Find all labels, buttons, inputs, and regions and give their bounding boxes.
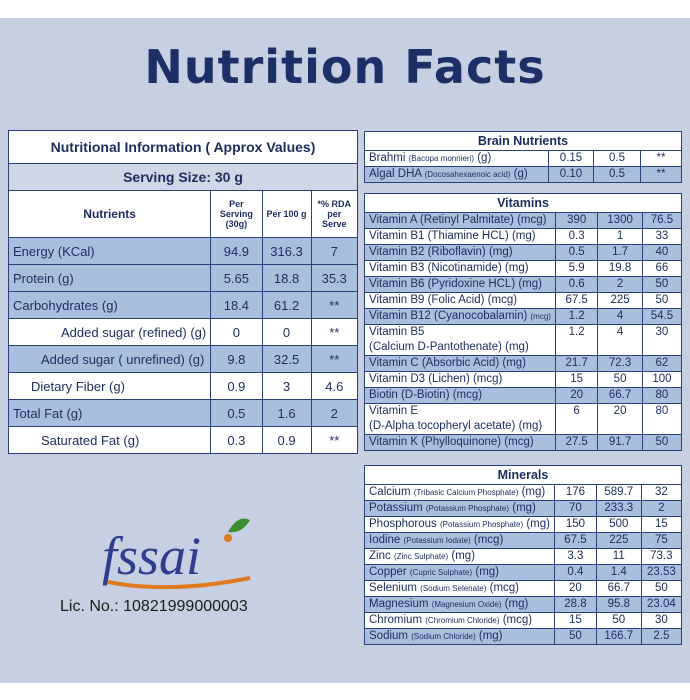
table-row	[9, 319, 358, 346]
row-unit: (mg)	[512, 502, 536, 514]
row-name: Vitamin A (Retinyl Palmitate) (mcg)	[369, 214, 547, 226]
table-row	[9, 238, 358, 265]
value-per-serving: 70	[554, 501, 596, 517]
value-per-serving: 176	[554, 485, 596, 501]
table-row	[365, 629, 682, 645]
nutrient-value-rda: **	[311, 292, 357, 319]
table-row	[365, 549, 682, 565]
row-name: Vitamin B5	[369, 326, 425, 338]
row-name: Vitamin B9 (Folic Acid) (mcg)	[369, 294, 518, 306]
table-row	[365, 613, 682, 629]
row-name-line2: (Calcium D-Pantothenate) (mg)	[369, 341, 529, 353]
row-name: Selenium	[369, 582, 417, 594]
table-row	[365, 325, 682, 356]
row-unit: (g)	[477, 152, 492, 164]
table-row	[365, 597, 682, 613]
value-per-serving: 0.5	[555, 245, 597, 261]
nutrient-value-per100: 61.2	[262, 292, 311, 319]
value-per-100g: 225	[596, 533, 641, 549]
value-per-serving: 0.15	[549, 151, 594, 167]
row-name: Vitamin D3 (Lichen) (mcg)	[369, 373, 503, 385]
vitamins-table	[364, 193, 682, 451]
row-label	[365, 549, 555, 565]
value-rda: 30	[642, 325, 681, 356]
row-name: Iodine	[369, 534, 401, 546]
row-compound: (Potassium Phosphate)	[425, 504, 510, 513]
value-rda: 2	[641, 501, 681, 517]
row-unit: (mg)	[478, 630, 503, 642]
value-per-serving: 390	[555, 213, 597, 229]
table-row	[9, 292, 358, 319]
license-number: Lic. No.: 10821999000003	[60, 598, 248, 615]
value-per-serving: 21.7	[555, 356, 597, 372]
value-per-100g: 166.7	[596, 629, 641, 645]
row-compound: (Potassium Iodate)	[403, 536, 471, 545]
row-name: Copper	[369, 566, 407, 578]
row-compound: (Chromium Chloride)	[425, 616, 500, 625]
value-per-serving: 67.5	[554, 533, 596, 549]
column-header-per-serving: Per Serving (30g)	[211, 191, 262, 238]
nutrient-value-serving: 0.9	[211, 373, 262, 400]
row-label	[365, 245, 556, 261]
value-per-serving: 6	[555, 404, 597, 435]
value-per-serving: 1.2	[555, 325, 597, 356]
brain-nutrients-heading: Brain Nutrients	[365, 132, 682, 151]
table-row	[9, 400, 358, 427]
nutrient-value-rda: **	[311, 346, 357, 373]
nutrient-value-serving: 94.9	[211, 238, 262, 265]
table-row	[365, 261, 682, 277]
value-per-100g: 95.8	[596, 597, 641, 613]
row-unit: (mg)	[475, 566, 500, 578]
table-row	[365, 356, 682, 372]
value-rda: 33	[642, 229, 681, 245]
value-per-serving: 0.4	[554, 565, 596, 581]
row-compound: (Cupric Sulphate)	[409, 568, 473, 577]
value-per-serving: 0.10	[549, 167, 594, 183]
nutrient-value-per100: 0.9	[262, 427, 311, 454]
table-row	[365, 277, 682, 293]
value-per-serving: 20	[555, 388, 597, 404]
table-row	[365, 533, 682, 549]
row-name: Phosphorous	[369, 518, 437, 530]
table-row	[9, 265, 358, 292]
column-header-nutrients: Nutrients	[9, 191, 211, 238]
row-unit: (mg)	[451, 550, 476, 562]
value-per-serving: 27.5	[555, 435, 597, 451]
value-per-100g: 589.7	[596, 485, 641, 501]
row-name-line2: (D-Alpha tocopheryl acetate) (mg)	[369, 420, 543, 432]
row-name: Vitamin K (Phylloquinone) (mcg)	[369, 436, 534, 448]
row-label	[365, 629, 555, 645]
value-rda: **	[641, 151, 682, 167]
table-row	[365, 388, 682, 404]
value-per-serving: 0.6	[555, 277, 597, 293]
value-per-100g: 1.4	[596, 565, 641, 581]
nutrient-value-per100: 18.8	[262, 265, 311, 292]
value-rda: 66	[642, 261, 681, 277]
value-per-100g: 500	[596, 517, 641, 533]
row-label	[365, 151, 549, 167]
value-per-100g: 233.3	[596, 501, 641, 517]
row-label	[365, 167, 549, 183]
serving-size: Serving Size: 30 g	[9, 164, 358, 191]
row-compound: (Tribasic Calcium Phosphate)	[413, 488, 519, 497]
nutrient-value-rda: **	[311, 319, 357, 346]
row-name: Chromium	[369, 614, 423, 626]
nutrient-name: Saturated Fat (g)	[9, 427, 211, 454]
nutrient-value-rda: **	[311, 427, 357, 454]
nutrient-value-rda: 4.6	[311, 373, 357, 400]
row-compound: (Magnesium Oxide)	[431, 600, 502, 609]
row-label	[365, 613, 555, 629]
nutrient-value-per100: 316.3	[262, 238, 311, 265]
nutrient-value-serving: 0.3	[211, 427, 262, 454]
row-label	[365, 581, 555, 597]
value-rda: 40	[642, 245, 681, 261]
value-per-100g: 66.7	[598, 388, 643, 404]
value-per-serving: 5.9	[555, 261, 597, 277]
row-name: Vitamin B12 (Cyanocobalamin)	[369, 310, 528, 322]
row-label	[365, 597, 555, 613]
nutrient-value-per100: 1.6	[262, 400, 311, 427]
value-per-serving: 15	[555, 372, 597, 388]
value-per-100g: 72.3	[598, 356, 643, 372]
value-per-100g: 1	[598, 229, 643, 245]
table-row	[365, 485, 682, 501]
row-label	[365, 229, 556, 245]
value-per-serving: 150	[554, 517, 596, 533]
row-compound: (Docosahexaenoic acid)	[424, 170, 511, 179]
nutrient-name: Carbohydrates (g)	[9, 292, 211, 319]
value-per-serving: 15	[554, 613, 596, 629]
table-row	[365, 565, 682, 581]
nutrient-name: Total Fat (g)	[9, 400, 211, 427]
value-rda: 80	[642, 404, 681, 435]
row-unit: (g)	[513, 168, 528, 180]
table-row	[365, 517, 682, 533]
row-compound: (Zinc Sulphate)	[393, 552, 449, 561]
value-per-100g: 2	[598, 277, 643, 293]
nutrient-value-serving: 0	[211, 319, 262, 346]
row-label	[365, 356, 556, 372]
nutritional-information-table	[8, 130, 358, 454]
nutrient-value-rda: 7	[311, 238, 357, 265]
row-name: Vitamin B6 (Pyridoxine HCL) (mg)	[369, 278, 542, 290]
table-row	[9, 346, 358, 373]
value-per-100g: 20	[598, 404, 643, 435]
minerals-heading: Minerals	[365, 466, 682, 485]
row-label	[365, 517, 555, 533]
row-compound: (Bacopa monnieri)	[408, 154, 475, 163]
row-name: Vitamin B2 (Riboflavin) (mg)	[369, 246, 513, 258]
value-per-100g: 1.7	[598, 245, 643, 261]
row-name: Magnesium	[369, 598, 429, 610]
row-unit: (mcg)	[489, 582, 520, 594]
table-row	[9, 427, 358, 454]
value-rda: 23.04	[641, 597, 681, 613]
column-header-rda: *% RDA per Serve	[311, 191, 357, 238]
value-per-serving: 50	[554, 629, 596, 645]
row-unit: (mg)	[504, 598, 529, 610]
nutrient-name: Energy (KCal)	[9, 238, 211, 265]
nutrient-value-rda: 2	[311, 400, 357, 427]
table-row	[365, 372, 682, 388]
row-label	[365, 404, 556, 435]
row-compound: (Sodium Chloride)	[411, 632, 476, 641]
value-per-serving: 1.2	[555, 309, 597, 325]
table-row	[365, 293, 682, 309]
value-per-100g: 50	[596, 613, 641, 629]
table-row	[9, 373, 358, 400]
nutrient-value-per100: 32.5	[262, 346, 311, 373]
table-row	[365, 581, 682, 597]
nutrient-name: Protein (g)	[9, 265, 211, 292]
value-rda: 32	[641, 485, 681, 501]
nutrient-name: Added sugar (refined) (g)	[9, 319, 211, 346]
value-per-100g: 19.8	[598, 261, 643, 277]
row-name: Algal DHA	[369, 168, 422, 180]
value-rda: **	[641, 167, 682, 183]
value-rda: 30	[641, 613, 681, 629]
value-per-100g: 11	[596, 549, 641, 565]
fssai-logo	[100, 512, 260, 592]
row-label	[365, 213, 556, 229]
value-per-serving: 28.8	[554, 597, 596, 613]
value-rda: 75	[641, 533, 681, 549]
row-label	[365, 533, 555, 549]
page-title: Nutrition Facts	[144, 40, 546, 94]
value-rda: 80	[642, 388, 681, 404]
row-label	[365, 501, 555, 517]
value-per-serving: 3.3	[554, 549, 596, 565]
row-unit: (mcg)	[502, 614, 533, 626]
table-row	[365, 245, 682, 261]
nutrient-value-serving: 0.5	[211, 400, 262, 427]
table-row	[365, 151, 682, 167]
row-unit: (mg)	[526, 518, 550, 530]
table-row	[365, 213, 682, 229]
nutrient-value-serving: 9.8	[211, 346, 262, 373]
value-per-serving: 67.5	[555, 293, 597, 309]
row-compound: (Potassium Phosphate)	[439, 520, 524, 529]
row-unit: (mg)	[521, 486, 546, 498]
value-rda: 50	[642, 277, 681, 293]
minerals-table	[364, 465, 682, 645]
table-heading: Nutritional Information ( Approx Values)	[9, 131, 358, 164]
row-label	[365, 309, 556, 325]
row-label	[365, 388, 556, 404]
table-row	[365, 229, 682, 245]
nutrient-name: Dietary Fiber (g)	[9, 373, 211, 400]
row-compound: (Sodium Selenate)	[420, 584, 487, 593]
value-per-serving: 0.3	[555, 229, 597, 245]
value-per-100g: 91.7	[598, 435, 643, 451]
row-name: Zinc	[369, 550, 391, 562]
value-rda: 54.5	[642, 309, 681, 325]
row-label	[365, 325, 556, 356]
table-row	[365, 167, 682, 183]
value-per-100g: 50	[598, 372, 643, 388]
value-rda: 50	[642, 293, 681, 309]
value-rda: 2.5	[641, 629, 681, 645]
value-rda: 50	[641, 581, 681, 597]
value-rda: 76.5	[642, 213, 681, 229]
brain-nutrients-table	[364, 131, 682, 183]
vitamins-heading: Vitamins	[365, 194, 682, 213]
value-rda: 73.3	[641, 549, 681, 565]
value-per-100g: 225	[598, 293, 643, 309]
value-per-100g: 0.5	[594, 151, 641, 167]
row-label	[365, 435, 556, 451]
value-per-100g: 4	[598, 325, 643, 356]
column-header-per-100g: Per 100 g	[262, 191, 311, 238]
table-row	[365, 404, 682, 435]
row-name: Vitamin E	[369, 405, 419, 417]
row-name: Vitamin B3 (Nicotinamide) (mg)	[369, 262, 529, 274]
table-row	[365, 309, 682, 325]
value-rda: 50	[642, 435, 681, 451]
row-label	[365, 277, 556, 293]
nutrient-value-rda: 35.3	[311, 265, 357, 292]
value-per-serving: 20	[554, 581, 596, 597]
table-row	[365, 501, 682, 517]
row-unit: (mcg)	[473, 534, 504, 546]
row-name: Brahmi	[369, 152, 406, 164]
nutrient-value-per100: 3	[262, 373, 311, 400]
row-name: Biotin (D-Biotin) (mcg)	[369, 389, 483, 401]
value-rda: 23.53	[641, 565, 681, 581]
table-row	[365, 435, 682, 451]
row-label	[365, 485, 555, 501]
row-label	[365, 372, 556, 388]
nutrient-value-serving: 18.4	[211, 292, 262, 319]
row-label	[365, 261, 556, 277]
value-per-100g: 1300	[598, 213, 643, 229]
value-per-100g: 4	[598, 309, 643, 325]
value-rda: 15	[641, 517, 681, 533]
value-per-100g: 66.7	[596, 581, 641, 597]
row-name: Calcium	[369, 486, 411, 498]
value-per-100g: 0.5	[594, 167, 641, 183]
nutrient-name: Added sugar ( unrefined) (g)	[9, 346, 211, 373]
value-rda: 62	[642, 356, 681, 372]
row-label	[365, 565, 555, 581]
row-name: Vitamin B1 (Thiamine HCL) (mg)	[369, 230, 536, 242]
row-label	[365, 293, 556, 309]
row-name: Potassium	[369, 502, 423, 514]
value-rda: 100	[642, 372, 681, 388]
row-compound: (mcg)	[530, 312, 551, 321]
row-name: Vitamin C (Absorbic Acid) (mg)	[369, 357, 526, 369]
fssai-logo-text: fssai	[102, 526, 202, 586]
nutrient-value-per100: 0	[262, 319, 311, 346]
nutrient-value-serving: 5.65	[211, 265, 262, 292]
row-name: Sodium	[369, 630, 408, 642]
